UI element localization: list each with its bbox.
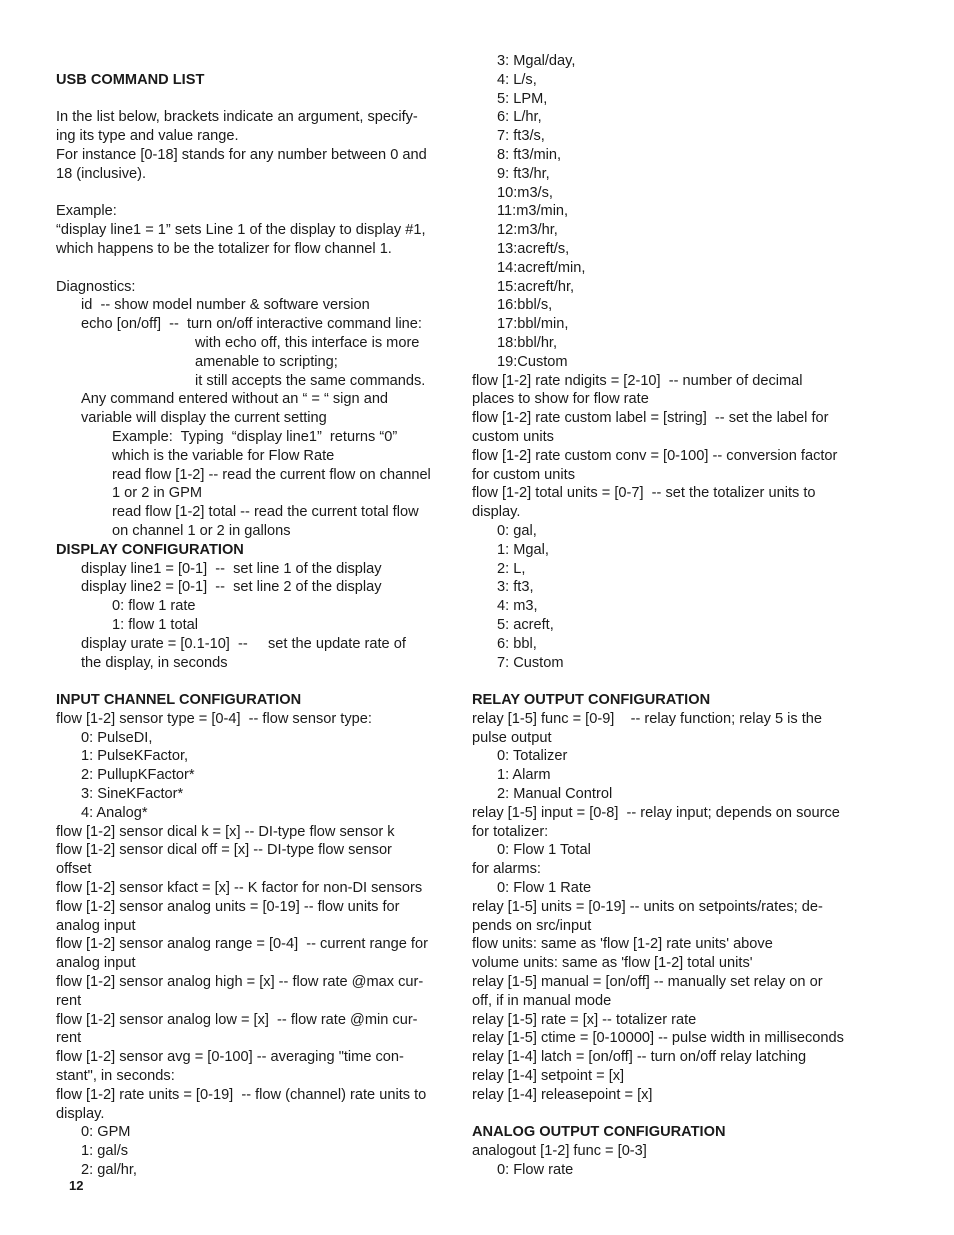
- text-line: flow [1-2] sensor analog units = [0-19] -- flow units for: [56, 898, 400, 915]
- text-line: 6: L/hr,: [497, 109, 542, 126]
- right-column: [472, 52, 892, 1180]
- text-line: id -- show model number & software version: [81, 297, 370, 314]
- text-line: analogout [1-2] func = [0-3]: [472, 1143, 647, 1160]
- text-line: which is the variable for Flow Rate: [112, 447, 335, 464]
- text-line: 5: LPM,: [497, 90, 548, 107]
- text-line: 3: Mgal/day,: [497, 53, 576, 69]
- text-line: relay [1-5] ctime = [0-10000] -- pulse width in milliseconds: [472, 1030, 844, 1047]
- text-line: pends on src/input: [472, 917, 592, 934]
- text-line: flow [1-2] sensor analog high = [x] -- flow rate @max cur-: [56, 974, 424, 991]
- text-line: flow [1-2] sensor analog low = [x] -- flow rate @min cur-: [56, 1011, 418, 1028]
- text-line: 14:acreft/min,: [497, 259, 586, 276]
- text-line: 5: acreft,: [497, 616, 554, 633]
- text-line: 8: ft3/min,: [497, 146, 562, 163]
- section-heading: INPUT CHANNEL CONFIGURATION: [56, 692, 302, 709]
- text-line: read flow [1-2] total -- read the current total flow: [112, 504, 419, 521]
- text-line: display line2 = [0-1] -- set line 2 of the display: [81, 579, 382, 596]
- text-line: offset: [56, 861, 92, 878]
- text-line: Example: Typing “display line1” returns “0”: [112, 428, 398, 445]
- blank-line: [56, 90, 460, 109]
- text-line: 18 (inclusive).: [56, 165, 147, 182]
- text-line: display.: [472, 504, 521, 521]
- text-line: Any command entered without an “ = “ sign and: [81, 391, 389, 408]
- text-line: analog input: [56, 917, 136, 934]
- text-line: the display, in seconds: [81, 654, 228, 671]
- text-line: 7: Custom: [497, 654, 564, 671]
- text-line: relay [1-5] input = [0-8] -- relay input; depends on source: [472, 804, 840, 821]
- text-line: which happens to be the totalizer for flow channel 1.: [56, 240, 392, 257]
- section-heading: DISPLAY CONFIGURATION: [56, 541, 244, 558]
- text-line: 6: bbl,: [497, 635, 537, 652]
- section-heading: ANALOG OUTPUT CONFIGURATION: [472, 1124, 726, 1141]
- text-line: flow [1-2] sensor avg = [0-100] -- averaging "time con-: [56, 1049, 404, 1066]
- text-line: variable will display the current setting: [81, 410, 327, 427]
- text-line: 0: Flow 1 Rate: [497, 880, 592, 897]
- text-line: display urate = [0.1-10] -- set the update rate of: [81, 635, 406, 652]
- text-line: 1: flow 1 total: [112, 616, 198, 633]
- text-line: 0: Flow rate: [497, 1162, 574, 1179]
- text-line: flow [1-2] sensor dical k = [x] -- DI-type flow sensor k: [56, 823, 395, 840]
- text-line: 1 or 2 in GPM: [112, 485, 203, 502]
- text-line: 0: GPM: [81, 1124, 131, 1141]
- text-line: flow [1-2] rate custom label = [string] -- set the label for: [472, 410, 829, 427]
- text-line: 0: flow 1 rate: [112, 598, 196, 615]
- text-line: 1: Alarm: [497, 767, 551, 784]
- blank-line: [56, 52, 460, 71]
- text-line: relay [1-5] units = [0-19] -- units on setpoints/rates; de-: [472, 898, 823, 915]
- text-line: 4: Analog*: [81, 804, 148, 821]
- text-line: flow [1-2] rate ndigits = [2-10] -- number of decimal: [472, 372, 803, 389]
- text-line: 4: L/s,: [497, 71, 537, 88]
- left-column: [56, 52, 460, 1180]
- text-line: for totalizer:: [472, 823, 549, 840]
- text-line: 1: PulseKFactor,: [81, 748, 189, 765]
- blank-line: [56, 259, 460, 278]
- text-line: 7: ft3/s,: [497, 128, 545, 145]
- section-heading: RELAY OUTPUT CONFIGURATION: [472, 692, 711, 709]
- text-line: it still accepts the same commands.: [195, 372, 426, 389]
- text-line: echo [on/off] -- turn on/off interactive command line:: [81, 316, 422, 333]
- text-line: relay [1-4] releasepoint = [x]: [472, 1086, 653, 1103]
- blank-line: [56, 184, 460, 203]
- text-line: 4: m3,: [497, 598, 538, 615]
- text-line: 10:m3/s,: [497, 184, 553, 201]
- text-line: 9: ft3/hr,: [497, 165, 550, 182]
- text-line: custom units: [472, 428, 554, 445]
- blank-line: [472, 672, 892, 691]
- text-line: 12:m3/hr,: [497, 222, 558, 239]
- text-line: rent: [56, 992, 82, 1009]
- blank-line: [56, 672, 460, 691]
- page-number: 12: [69, 1178, 84, 1193]
- text-line: off, if in manual mode: [472, 992, 612, 1009]
- text-line: 1: gal/s: [81, 1143, 129, 1160]
- text-line: read flow [1-2] -- read the current flow on channel: [112, 466, 431, 483]
- text-line: Example:: [56, 203, 117, 220]
- text-line: 0: PulseDI,: [81, 729, 153, 746]
- text-line: 16:bbl/s,: [497, 297, 553, 314]
- text-line: with echo off, this interface is more: [195, 334, 420, 351]
- text-line: display.: [56, 1105, 105, 1122]
- text-line: 2: Manual Control: [497, 786, 613, 803]
- text-line: rent: [56, 1030, 82, 1047]
- text-line: 3: SineKFactor*: [81, 786, 184, 803]
- text-line: 0: Flow 1 Total: [497, 842, 591, 859]
- text-line: 2: PullupKFactor*: [81, 767, 195, 784]
- text-line: “display line1 = 1” sets Line 1 of the display to display #1,: [56, 222, 426, 239]
- text-line: 2: gal/hr,: [81, 1162, 137, 1179]
- text-line: flow [1-2] rate units = [0-19] -- flow (channel) rate units to: [56, 1086, 427, 1103]
- text-line: 17:bbl/min,: [497, 316, 569, 333]
- text-line: In the list below, brackets indicate an argument, specify-: [56, 109, 418, 126]
- text-line: on channel 1 or 2 in gallons: [112, 522, 291, 539]
- text-line: 11:m3/min,: [497, 203, 569, 220]
- text-line: flow [1-2] sensor dical off = [x] -- DI-type flow sensor: [56, 842, 392, 859]
- text-line: relay [1-4] latch = [on/off] -- turn on/off relay latching: [472, 1049, 807, 1066]
- text-line: flow units: same as 'flow [1-2] rate units' above: [472, 936, 773, 953]
- text-line: for alarms:: [472, 861, 541, 878]
- text-line: volume units: same as 'flow [1-2] total units': [472, 955, 753, 972]
- text-line: analog input: [56, 955, 136, 972]
- text-line: For instance [0-18] stands for any number between 0 and: [56, 146, 427, 163]
- text-line: flow [1-2] total units = [0-7] -- set the totalizer units to: [472, 485, 816, 502]
- text-line: relay [1-4] setpoint = [x]: [472, 1068, 625, 1085]
- blank-line: [472, 1105, 892, 1124]
- text-line: 13:acreft/s,: [497, 240, 570, 257]
- section-heading: USB COMMAND LIST: [56, 71, 205, 88]
- text-line: flow [1-2] sensor kfact = [x] -- K factor for non-DI sensors: [56, 880, 423, 897]
- text-line: for custom units: [472, 466, 576, 483]
- text-line: flow [1-2] rate custom conv = [0-100] -- conversion factor: [472, 447, 838, 464]
- text-line: flow [1-2] sensor analog range = [0-4] -- current range for: [56, 936, 428, 953]
- text-line: relay [1-5] manual = [on/off] -- manually set relay on or: [472, 974, 823, 991]
- text-line: stant", in seconds:: [56, 1068, 175, 1085]
- text-line: places to show for flow rate: [472, 391, 649, 408]
- text-line: relay [1-5] func = [0-9] -- relay function; relay 5 is the: [472, 710, 823, 727]
- text-line: ing its type and value range.: [56, 128, 239, 145]
- text-line: 0: gal,: [497, 522, 537, 539]
- text-line: flow [1-2] sensor type = [0-4] -- flow sensor type:: [56, 710, 372, 727]
- text-line: 1: Mgal,: [497, 541, 549, 558]
- text-line: 18:bbl/hr,: [497, 334, 558, 351]
- text-line: relay [1-5] rate = [x] -- totalizer rate: [472, 1011, 697, 1028]
- text-line: amenable to scripting;: [195, 353, 338, 370]
- text-line: display line1 = [0-1] -- set line 1 of the display: [81, 560, 382, 577]
- text-line: 3: ft3,: [497, 579, 534, 596]
- text-line: 19:Custom: [497, 353, 568, 370]
- text-line: pulse output: [472, 729, 552, 746]
- text-line: Diagnostics:: [56, 278, 136, 295]
- text-line: 0: Totalizer: [497, 748, 568, 765]
- text-line: 2: L,: [497, 560, 526, 577]
- text-line: 15:acreft/hr,: [497, 278, 575, 295]
